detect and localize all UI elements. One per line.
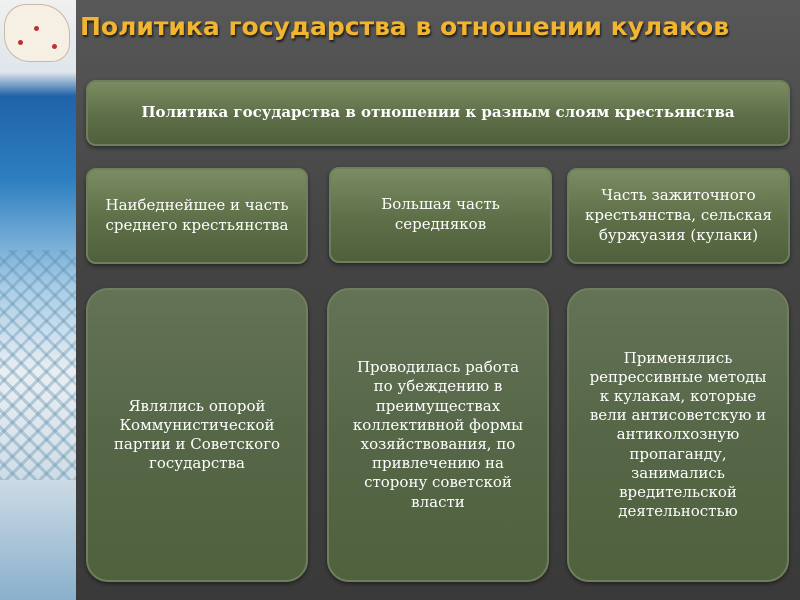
policy-box-poorest (86, 288, 308, 582)
category-text-poorest: Наибеднейшее и часть среднего крестьянства (105, 196, 289, 234)
map-thumbnail-icon (4, 4, 70, 62)
policy-text-poorest: Являлись опорой Коммунистической партии и Советского государства (113, 396, 281, 473)
category-box-kulaks (567, 168, 790, 264)
category-box-poorest (86, 168, 308, 264)
slide-title: Политика государства в отношении кулаков (80, 12, 730, 41)
policy-text-middle: Проводилась работа по убеждению в преимуществах коллективной формы хозяйствования, по привлечению на сторону советской власти (352, 358, 524, 511)
policy-header-text: Политика государства в отношении к разным слоям крестьянства (141, 103, 735, 122)
policy-box-middle (327, 288, 549, 582)
category-text-middle: Большая часть середняков (381, 195, 500, 233)
policy-box-kulaks (567, 288, 789, 582)
policy-header-box (86, 80, 790, 146)
category-text-kulaks: Часть зажиточного крестьянства, сельская буржуазия (кулаки) (585, 186, 772, 244)
policy-text-kulaks: Применялись репрессивные методы к кулакам, которые вели антисоветскую и антиколхозную пропаганду, занимались вредительской деятельностью (589, 348, 767, 521)
ornament-pattern (0, 250, 76, 480)
category-box-middle (329, 167, 552, 263)
decorative-side-strip (0, 0, 76, 600)
